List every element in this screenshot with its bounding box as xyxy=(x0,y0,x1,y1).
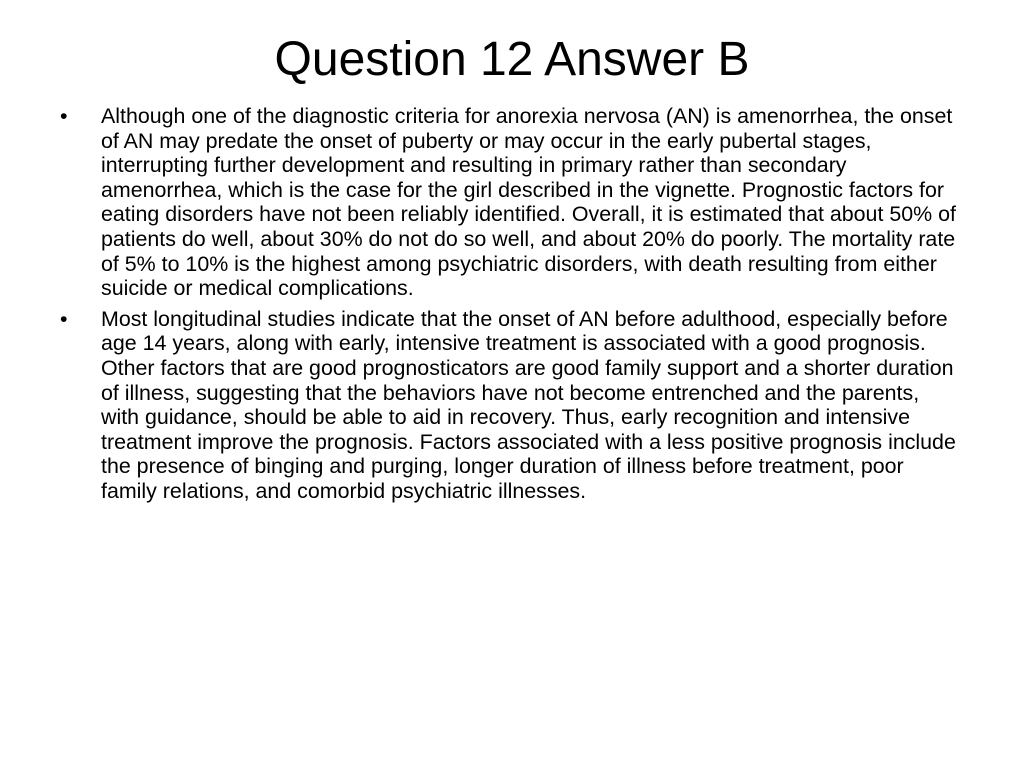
bullet-item xyxy=(60,104,960,301)
bullet-item xyxy=(60,307,960,504)
slide-title: Question 12 Answer B xyxy=(274,33,750,86)
bullet-marker: • xyxy=(60,104,68,128)
bullet-marker: • xyxy=(60,306,68,331)
bullet-list xyxy=(60,104,960,510)
bullet-text: Although one of the diagnostic criteria for anorexia nervosa (AN) is amenorrhea, the onset of AN may predate the onset of puberty or may occur in the early pubertal stages, interrupting further development and resulting in primary rather than secondary amenorrhea, which is the case for the girl described in the vignette. Prognostic factors for eating disorders have not been reliably identified. Overall, it is estimated that about 50% of patients do well, about 30% do not do so well, and about 20% do poorly. The mortality rate of 5% to 10% is the highest among psychiatric disorders, with death resulting from either suicide or medical complications. xyxy=(101,104,956,301)
bullet-text: Most longitudinal studies indicate that the onset of AN before adulthood, especially before age 14 years, along with early, intensive treatment is associated with a good prognosis. Other factors that are good prognosticators are good family support and a shorter duration of illness, suggesting that the behaviors have not become entrenched and the parents, with guidance, should be able to aid in recovery. Thus, early recognition and intensive treatment improve the prognosis. Factors associated with a less positive prognosis include the presence of binging and purging, longer duration of illness before treatment, poor family relations, and comorbid psychiatric illnesses. xyxy=(101,306,956,503)
